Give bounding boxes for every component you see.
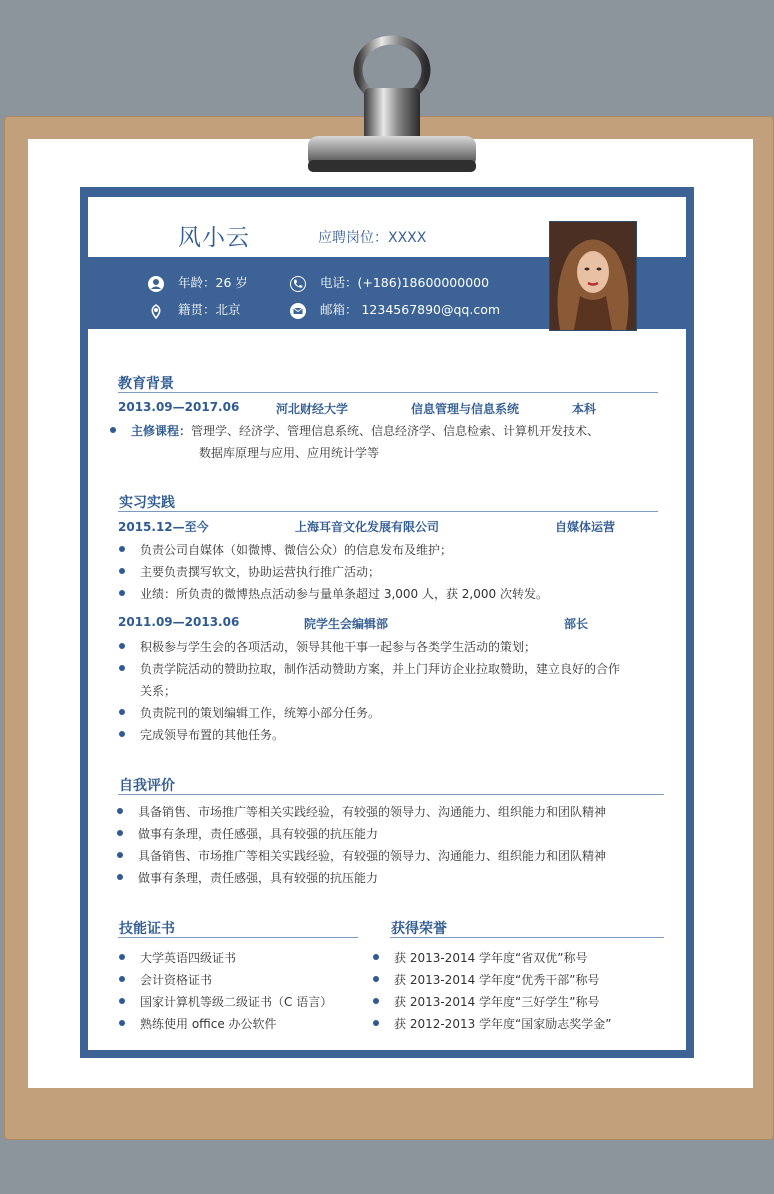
email-text: 邮箱： 1234567890@qq.com [320, 302, 501, 317]
skills-divider [118, 937, 358, 938]
internship-title: 实习实践 [119, 495, 175, 511]
native-place-text: 籍贯：北京 [178, 302, 241, 317]
job1-role [555, 518, 615, 535]
self-eval-item: 具备销售、市场推广等相关实践经验，有较强的领导力、沟通能力、组织能力和团队精神 [138, 849, 607, 863]
edu-major-text: 信息管理与信息系统 [411, 402, 520, 416]
honor-item: 获 2013-2014 学年度“省双优”称号 [394, 951, 588, 965]
skill-item: 大学英语四级证书 [140, 951, 237, 965]
job2-company-text: 院学生会编辑部 [304, 617, 389, 631]
job1-role-text: 自媒体运营 [555, 520, 616, 534]
person-icon [148, 276, 164, 292]
honors-divider [390, 937, 664, 938]
resume-content [88, 197, 686, 1050]
email-info [290, 300, 500, 319]
education-period [118, 400, 239, 414]
courses-line1: 管理学、经济学、管理信息系统、信息经济学、信息检索、计算机开发技术、 [191, 424, 600, 438]
job2-item: 负责学院活动的赞助拉取，制作活动赞助方案，并上门拜访企业拉取赞助，建立良好的合作 [140, 662, 621, 676]
self-eval-item: 做事有条理，责任感强，具有较强的抗压能力 [138, 827, 379, 841]
edu-school-text: 河北财经大学 [276, 402, 349, 416]
education-divider [118, 392, 658, 393]
candidate-name: 风小云 [178, 225, 250, 251]
edu-degree-text: 本科 [572, 402, 597, 416]
self-eval-divider [118, 794, 664, 795]
job1-period-text: 2015.12—至今 [118, 520, 209, 534]
courses-label: 主修课程： [131, 424, 192, 438]
job2-period-text: 2011.09—2013.06 [118, 615, 240, 629]
self-eval-title: 自我评价 [119, 778, 175, 794]
job2-item: 负责院刊的策划编辑工作，统筹小部分任务。 [140, 706, 381, 720]
job1-company-text: 上海耳音文化发展有限公司 [295, 520, 440, 534]
skill-item: 会计资格证书 [140, 973, 213, 987]
skill-item: 熟练使用 office 办公软件 [140, 1017, 277, 1031]
job1-item: 业绩：所负责的微博热点活动参与量单条超过 3,000 人，获 2,000 次转发。 [140, 587, 548, 601]
binder-clip-icon [300, 28, 480, 178]
education-title: 教育背景 [118, 376, 174, 392]
age-info [148, 273, 248, 292]
self-eval-item: 做事有条理，责任感强，具有较强的抗压能力 [138, 871, 379, 885]
job1-item: 负责公司自媒体（如微博、微信公众）的信息发布及维护； [140, 543, 453, 557]
job1-period [118, 518, 209, 535]
honors-title: 获得荣誉 [391, 921, 447, 937]
courses-line2: 数据库原理与应用、应用统计学等 [199, 446, 380, 460]
skill-item: 国家计算机等级二级证书（C 语言） [140, 995, 333, 1009]
job2-item-continuation: 关系； [140, 684, 177, 698]
courses-row [131, 422, 599, 439]
job2-item: 完成领导布置的其他任务。 [140, 728, 285, 742]
phone-icon [290, 276, 306, 292]
location-icon [148, 303, 164, 319]
education-major [411, 400, 519, 417]
phone-text: 电话：(+186)18600000000 [320, 275, 490, 290]
job2-company [304, 615, 388, 632]
age-text: 年龄：26 岁 [178, 275, 248, 290]
native-place-info [148, 300, 241, 319]
job2-item: 积极参与学生会的各项活动，领导其他干事一起参与各类学生活动的策划； [140, 640, 537, 654]
self-eval-item: 具备销售、市场推广等相关实践经验，有较强的领导力、沟通能力、组织能力和团队精神 [138, 805, 607, 819]
edu-period-text: 2013.09—2017.06 [118, 400, 240, 414]
profile-photo [549, 221, 637, 331]
internship-divider [118, 511, 658, 512]
phone-info [290, 273, 489, 292]
honor-item: 获 2013-2014 学年度“三好学生”称号 [394, 995, 600, 1009]
job2-period [118, 615, 239, 629]
mail-icon [290, 303, 306, 319]
education-degree [572, 400, 596, 417]
honor-item: 获 2012-2013 学年度“国家励志奖学金” [394, 1017, 612, 1031]
job2-role [564, 615, 588, 632]
job2-role-text: 部长 [564, 617, 589, 631]
job1-company [295, 518, 439, 535]
honor-item: 获 2013-2014 学年度“优秀干部”称号 [394, 973, 600, 987]
job1-item: 主要负责撰写软文，协助运营执行推广活动； [140, 565, 381, 579]
education-school [276, 400, 348, 417]
skills-title: 技能证书 [119, 921, 175, 937]
applied-position: 应聘岗位：XXXX [318, 230, 427, 246]
resume-frame [80, 187, 694, 1058]
